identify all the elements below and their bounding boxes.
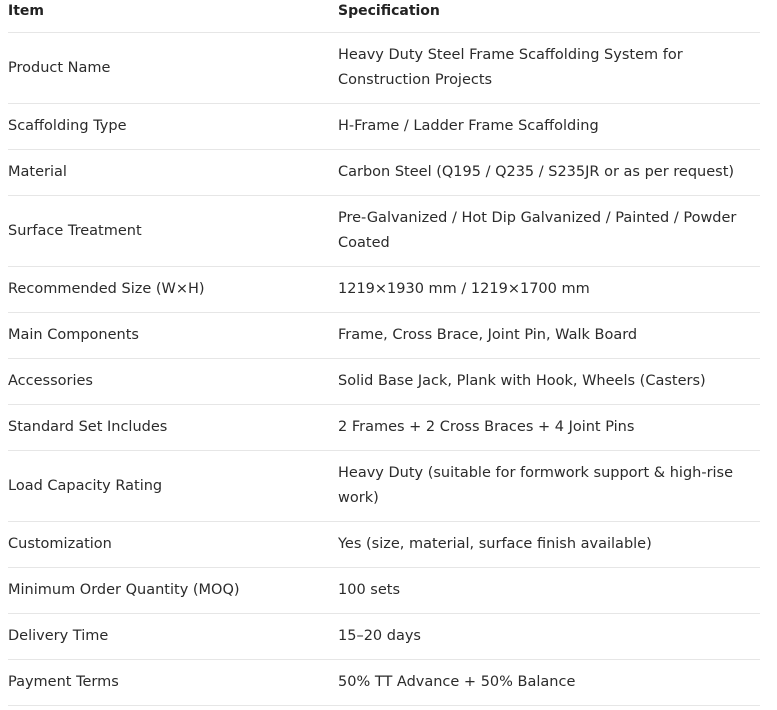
row-item-cell: Material	[8, 164, 67, 180]
row-item-cell: Surface Treatment	[8, 222, 142, 239]
table-row	[8, 359, 760, 405]
row-spec-cell: Carbon Steel (Q195 / Q235 / S235JR or as per request)	[338, 164, 735, 180]
row-spec-cell: H-Frame / Ladder Frame Scaffolding	[338, 118, 599, 134]
row-item-cell: Delivery Time	[8, 628, 109, 644]
row-item-cell: Minimum Order Quantity (MOQ)	[8, 582, 240, 598]
row-spec-cell: Solid Base Jack, Plank with Hook, Wheels (Casters)	[338, 373, 706, 389]
row-item-cell: Recommended Size (W×H)	[8, 281, 205, 297]
row-spec-cell: 100 sets	[338, 582, 401, 598]
table-row	[8, 313, 760, 359]
row-item-cell: Payment Terms	[8, 674, 119, 690]
row-spec-cell: 2 Frames + 2 Cross Braces + 4 Joint Pins	[338, 419, 635, 435]
table-row	[8, 522, 760, 568]
row-spec-cell: Frame, Cross Brace, Joint Pin, Walk Board	[338, 327, 638, 343]
row-spec-cell: 15–20 days	[338, 628, 421, 644]
table-row	[8, 614, 760, 660]
specification-table	[8, 0, 760, 706]
table-row	[8, 660, 760, 706]
column-header-item: Item	[8, 3, 44, 19]
table-row	[8, 196, 760, 267]
table-header-row	[8, 0, 760, 33]
row-item-cell: Product Name	[8, 59, 111, 76]
row-item-cell: Load Capacity Rating	[8, 477, 163, 494]
row-spec-cell: Heavy Duty Steel Frame Scaffolding System for Construction Projects	[338, 47, 683, 88]
table-row	[8, 150, 760, 196]
table-row	[8, 33, 760, 104]
table-row	[8, 405, 760, 451]
table-row	[8, 104, 760, 150]
table-row	[8, 568, 760, 614]
row-spec-cell: Heavy Duty (suitable for formwork support & high-rise work)	[338, 465, 734, 506]
row-spec-cell: 1219×1930 mm / 1219×1700 mm	[338, 281, 590, 297]
row-item-cell: Standard Set Includes	[8, 419, 168, 435]
column-header-specification: Specification	[338, 3, 440, 19]
row-item-cell: Customization	[8, 536, 112, 552]
row-item-cell: Scaffolding Type	[8, 118, 127, 134]
table-row	[8, 451, 760, 522]
row-item-cell: Main Components	[8, 327, 139, 343]
row-spec-cell: Pre-Galvanized / Hot Dip Galvanized / Painted / Powder Coated	[338, 210, 737, 251]
row-spec-cell: 50% TT Advance + 50% Balance	[338, 674, 576, 690]
row-spec-cell: Yes (size, material, surface finish available)	[338, 536, 652, 552]
row-item-cell: Accessories	[8, 373, 93, 389]
table-row	[8, 267, 760, 313]
